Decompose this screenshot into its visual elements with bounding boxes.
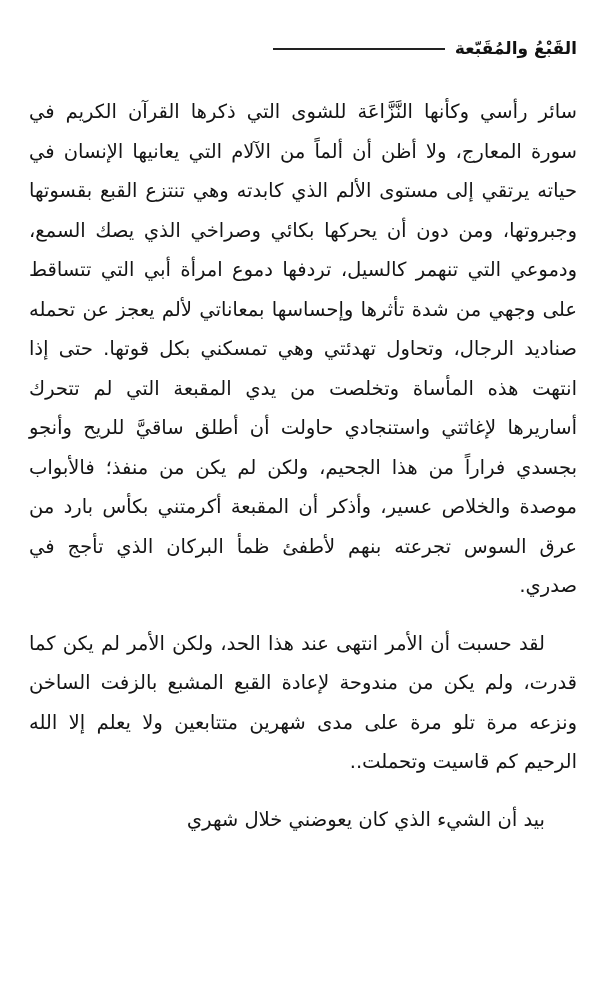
paragraph-1: سائر رأسي وكأنها النَّزَّاعَة للشوى التي ذكرها القرآن الكريم في سورة المعارج، ولا أظن أن ألماً من الآلام التي يعانيها الإنسان في حياته يرتقي إلى مستوى الألم الذي كابدته وهي تنتزع القبع بقسوتها وجبروتها، ومن دون أن يحركها بكائي وصراخي الذي يصك السمع، ودموعي التي تنهمر كالسيل، تردفها دموع امرأة أبي التي تتساقط على وجهي من شدة تأثرها وإحساسها بمعاناتي لألم يعجز عن تحمله صناديد الرجال، وتحاول تهدئتي وهي تمسكني بكل قوتها. حتى إذا انتهت هذه المأساة وتخلصت من يدي المقبعة التي لم تتحرك أساريرها لإغاثتي واستنجادي حاولت أن أطلق ساقيَّ للريح وأنجو بجسدي فراراً من هذا الجحيم، ولكن لم يكن من منفذ؛ فالأبواب موصدة والخلاص عسير، وأذكر أن المقبعة أكرمتني بكأس بارد من عرق السوس تجرعته بنهم لأطفئ ظمأ البركان الذي تأجج في صدري. [29,100,577,597]
running-header [30,34,577,64]
body-text [29,92,577,839]
header-rule [273,48,445,50]
paragraph-3: بيد أن الشيء الذي كان يعوضني خلال شهري [186,807,545,831]
chapter-title: القَبْعُ والمُقَبّعة [454,39,577,59]
paragraph-2: لقد حسبت أن الأمر انتهى عند هذا الحد، ولكن الأمر لم يكن كما قدرت، ولم يكن من مندوحة لإعادة القبع المشبع بالزفت الساخن ونزعه مرة تلو مرة على مدى شهرين متتابعين ولا يعلم إلا الله الرحيم كم قاسيت وتحملت.. [29,631,577,773]
